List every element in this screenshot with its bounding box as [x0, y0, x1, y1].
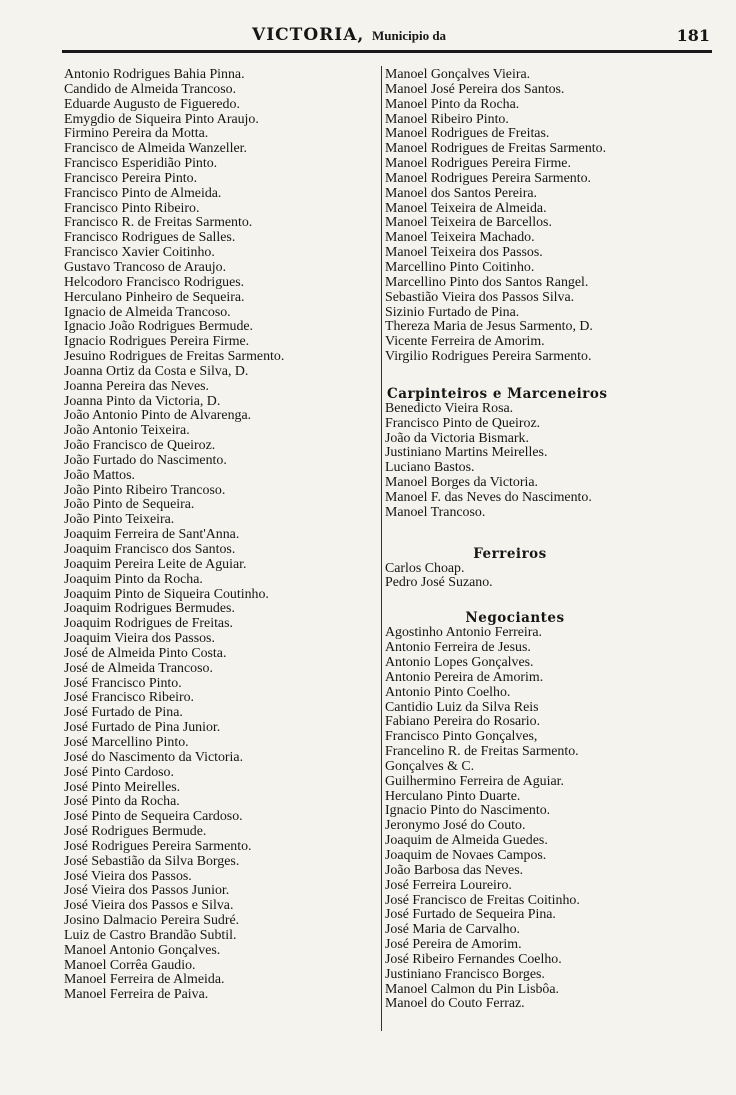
list-item: Agostinho Antonio Ferreira. [385, 626, 543, 641]
list-item: José do Nascimento da Victoria. [64, 750, 244, 765]
list-item: Joaquim Ferreira de Sant'Anna. [64, 528, 240, 543]
list-item: José Ferreira Loureiro. [385, 878, 512, 893]
list-item: Manoel Teixeira de Barcellos. [385, 216, 552, 231]
list-item: Manoel Pinto da Rocha. [385, 97, 520, 112]
list-item: Joaquim de Novaes Campos. [385, 848, 547, 863]
list-item: Francisco Pereira Pinto. [64, 171, 198, 186]
list-item: Herculano Pinto Duarte. [385, 789, 521, 804]
page-subtitle: Municipio da [372, 28, 447, 43]
list-item: José Pinto Meirelles. [64, 780, 181, 795]
list-item: Manoel Antonio Gonçalves. [64, 943, 221, 958]
list-item: Jeronymo José do Couto. [385, 819, 526, 834]
list-item: Francisco Pinto Gonçalves, [385, 730, 538, 745]
list-item: Ignacio João Rodrigues Bermude. [64, 320, 254, 335]
list-item: Herculano Pinheiro de Sequeira. [64, 290, 245, 305]
list-item: Francisco Esperidião Pinto. [64, 157, 218, 172]
section-title-carpinteiros: Carpinteiros e Marceneiros [387, 385, 608, 402]
list-item: Francisco Pinto de Almeida. [64, 186, 222, 201]
list-item: José Marcellino Pinto. [64, 735, 189, 750]
list-item: Manoel Corrêa Gaudio. [64, 958, 196, 973]
list-item: José Vieira dos Passos. [64, 869, 192, 884]
list-item: Manoel Ribeiro Pinto. [385, 112, 509, 127]
list-item: João Antonio Teixeira. [64, 424, 190, 439]
list-item: José Rodrigues Pereira Sarmento. [64, 839, 252, 854]
page-number: 181 [676, 26, 710, 45]
list-item: Francisco Xavier Coitinho. [64, 246, 215, 261]
list-item: Vicente Ferreira de Amorim. [385, 335, 545, 350]
list-item: Joaquim Francisco dos Santos. [64, 543, 236, 557]
list-item: Guilhermino Ferreira de Aguiar. [385, 774, 564, 789]
list-item: Justiniano Francisco Borges. [385, 967, 545, 982]
header-rule [62, 50, 712, 53]
list-item: Luiz de Castro Brandão Subtil. [64, 928, 237, 943]
list-item: Joanna Pinto da Victoria, D. [64, 394, 221, 409]
list-item: Joaquim Rodrigues Bermudes. [64, 602, 235, 617]
list-item: Luciano Bastos. [385, 461, 475, 476]
list-item: Eduarde Augusto de Figueredo. [64, 97, 240, 112]
list-item: Joanna Pereira das Neves. [64, 379, 210, 394]
list-item: Manoel Trancoso. [385, 505, 486, 520]
list-item: Marcellino Pinto dos Santos Rangel. [385, 275, 589, 290]
list-item: Gustavo Trancoso de Araujo. [64, 260, 227, 275]
list-item: Ignacio de Almeida Trancoso. [64, 305, 231, 320]
list-item: José Francisco Pinto. [64, 676, 182, 691]
list-item: Fabiano Pereira do Rosario. [385, 715, 541, 730]
list-item: Manoel Teixeira Machado. [385, 231, 535, 246]
list-item: Joaquim Rodrigues de Freitas. [64, 617, 233, 632]
list-item: Ignacio Rodrigues Pereira Firme. [64, 335, 250, 350]
list-item: Virgilio Rodrigues Pereira Sarmento. [385, 350, 592, 365]
list-item: José Furtado de Pina. [64, 706, 183, 721]
list-item: Manoel Rodrigues Pereira Firme. [385, 157, 571, 172]
list-item: Gonçalves & C. [385, 759, 475, 774]
right-column [385, 68, 715, 1012]
list-item: José Pereira de Amorim. [385, 938, 522, 953]
list-item: Francisco R. de Freitas Sarmento. [64, 216, 253, 231]
list-item: João Pinto de Sequeira. [64, 498, 195, 513]
list-item: Carlos Choap. [385, 561, 465, 576]
list-item: Francisco de Almeida Wanzeller. [64, 142, 247, 157]
list-item: Manoel Teixeira de Almeida. [385, 201, 547, 216]
column-divider [381, 66, 382, 1031]
list-item: Sebastião Vieira dos Passos Silva. [385, 290, 575, 305]
ferreiros-list [385, 562, 715, 592]
list-item: José Maria de Carvalho. [385, 923, 521, 938]
list-item: Antonio Rodrigues Bahia Pinna. [64, 68, 245, 82]
list-item: José Pinto Cardoso. [64, 765, 174, 780]
list-item: Manoel Rodrigues de Freitas. [385, 127, 550, 142]
list-item: José Vieira dos Passos e Silva. [64, 899, 234, 914]
list-item: João Mattos. [64, 468, 135, 483]
list-item: Jesuino Rodrigues de Freitas Sarmento. [64, 350, 285, 365]
list-item: Francisco Rodrigues de Salles. [64, 231, 236, 246]
list-item: Francisco Pinto Ribeiro. [64, 201, 200, 216]
list-item: Helcodoro Francisco Rodrigues. [64, 275, 245, 290]
list-item: Joaquim Pereira Leite de Aguiar. [64, 557, 247, 572]
list-item: Antonio Lopes Gonçalves. [385, 656, 534, 670]
list-item: José Furtado de Sequeira Pina. [385, 908, 556, 923]
list-item: Emygdio de Siqueira Pinto Araujo. [64, 112, 259, 127]
list-item: Justiniano Martins Meirelles. [385, 446, 548, 461]
list-item: Manoel Teixeira dos Passos. [385, 246, 543, 261]
list-item: José Rodrigues Bermude. [64, 825, 207, 840]
list-item: José Pinto de Sequeira Cardoso. [64, 810, 243, 825]
list-item: João Barbosa das Neves. [385, 863, 524, 878]
list-item: João Pinto Ribeiro Trancoso. [64, 483, 226, 498]
list-item: Francisco Pinto de Queiroz. [385, 416, 541, 431]
list-item: Joaquim de Almeida Guedes. [385, 834, 548, 849]
section-title-ferreiros: Ferreiros [473, 545, 547, 562]
negociantes-list [385, 626, 715, 1012]
list-item: José Furtado de Pina Junior. [64, 721, 221, 736]
list-item: Manoel Calmon du Pin Lisbôa. [385, 982, 560, 997]
list-item: José Francisco Ribeiro. [64, 691, 195, 706]
section-title-negociantes: Negociantes [465, 610, 565, 627]
list-item: José de Almeida Trancoso. [64, 661, 213, 676]
list-item: Joaquim Vieira dos Passos. [64, 632, 215, 647]
list-item: João Francisco de Queiroz. [64, 439, 216, 454]
list-item: Joanna Ortiz da Costa e Silva, D. [64, 364, 249, 379]
list-item: Benedicto Vieira Rosa. [385, 401, 514, 416]
list-item: Manoel José Pereira dos Santos. [385, 82, 565, 97]
list-item: Manoel dos Santos Pereira. [385, 186, 537, 201]
list-item: Manoel Gonçalves Vieira. [385, 68, 531, 82]
page-title: VICTORIA, [252, 25, 365, 45]
list-item: Francelino R. de Freitas Sarmento. [385, 745, 579, 760]
list-item: José Pinto da Rocha. [64, 795, 180, 810]
list-item: Manoel do Couto Ferraz. [385, 997, 525, 1012]
list-item: José Vieira dos Passos Junior. [64, 884, 230, 899]
list-item: Pedro José Suzano. [385, 576, 493, 591]
list-item: Josino Dalmacio Pereira Sudré. [64, 914, 240, 929]
list-item: Joaquim Pinto de Siqueira Coutinho. [64, 587, 269, 602]
list-item: Antonio Pinto Coelho. [385, 685, 511, 700]
carpinteiros-list [385, 402, 715, 521]
list-item: Joaquim Pinto da Rocha. [64, 572, 203, 587]
list-item: Firmino Pereira da Motta. [64, 127, 209, 142]
list-item: Thereza Maria de Jesus Sarmento, D. [385, 320, 593, 335]
list-item: Manoel Ferreira de Almeida. [64, 973, 225, 988]
list-item: Antonio Ferreira de Jesus. [385, 641, 531, 656]
list-item: José Ribeiro Fernandes Coelho. [385, 952, 562, 967]
list-item: José de Almeida Pinto Costa. [64, 646, 227, 661]
list-item: José Francisco de Freitas Coitinho. [385, 893, 580, 908]
list-item: João Furtado do Nascimento. [64, 453, 227, 468]
list-item: João da Victoria Bismark. [385, 431, 529, 446]
list-item: Manoel F. das Neves do Nascimento. [385, 490, 592, 505]
list-item: Marcellino Pinto Coitinho. [385, 260, 535, 275]
list-item: João Pinto Teixeira. [64, 513, 175, 528]
list-item: João Antonio Pinto de Alvarenga. [64, 409, 252, 424]
list-item: Manoel Rodrigues de Freitas Sarmento. [385, 142, 607, 157]
list-item: Manoel Borges da Victoria. [385, 476, 538, 491]
list-item: Ignacio Pinto do Nascimento. [385, 804, 551, 819]
right-names-list [385, 68, 715, 365]
list-item: Antonio Pereira de Amorim. [385, 670, 544, 685]
list-item: Manoel Ferreira de Paiva. [64, 988, 209, 1003]
list-item: Sizinio Furtado de Pina. [385, 305, 520, 320]
list-item: Candido de Almeida Trancoso. [64, 82, 237, 97]
list-item: Cantidio Luiz da Silva Reis [385, 700, 539, 715]
left-column [64, 68, 376, 1003]
list-item: José Sebastião da Silva Borges. [64, 854, 240, 869]
page-header [62, 24, 712, 48]
list-item: Manoel Rodrigues Pereira Sarmento. [385, 171, 591, 186]
